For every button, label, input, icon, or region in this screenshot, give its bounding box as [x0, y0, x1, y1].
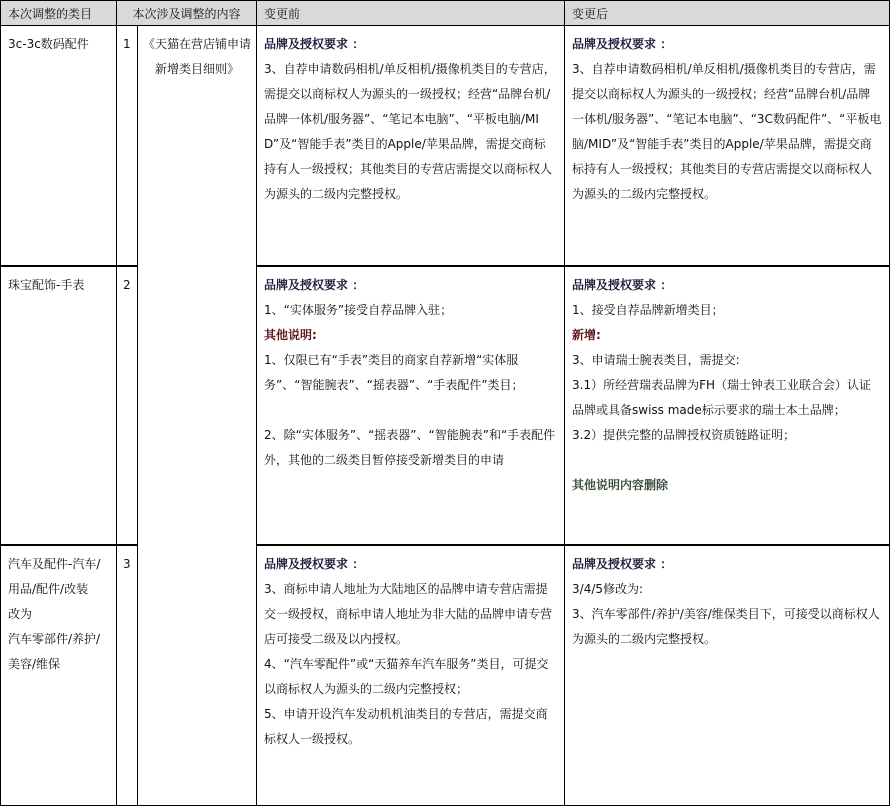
header-content: 本次涉及调整的内容 [117, 1, 257, 26]
header-after: 变更后 [565, 1, 890, 26]
paragraph: 3.2）提供完整的品牌授权资质链路证明； [572, 428, 796, 442]
paragraph: 3、自荐申请数码相机/单反相机/摄像机类目的专营店，需提交以商标权人为源头的一级授权；经营“品牌台机/品牌一体机/服务器”、“笔记本电脑”、“3C数码配件”、“平板电脑/MID”及“智能手表”类目的Apple/苹果品牌，需提交商标持有人一级授权；其他类目的专营店需提交以商标权人为源头的二级内完整授权。 [572, 62, 882, 201]
section-heading: 品牌及授权要求 ： [264, 557, 365, 571]
category-cell: 3c-3c数码配件 [1, 26, 117, 267]
category-line: 汽车零部件/养护/美容/维保 [8, 632, 101, 671]
before-cell [257, 266, 565, 545]
paragraph: 3、汽车零部件/养护/美容/维保类目下，可接受以商标权人为源头的二级内完整授权。 [572, 607, 880, 646]
header-category: 本次调整的类目 [1, 1, 117, 26]
section-heading: 品牌及授权要求 ： [572, 557, 673, 571]
after-cell [565, 26, 890, 267]
section-heading: 品牌及授权要求 ： [572, 278, 673, 292]
table-row [1, 266, 890, 545]
paragraph: 3、申请瑞士腕表类目，需提交: [572, 353, 740, 367]
paragraph: 4、“汽车零配件”或“天猫养车汽车服务”类目，可提交以商标权人为源头的二级内完整授权； [264, 657, 549, 696]
after-cell [565, 266, 890, 545]
category-line: 汽车及配件-汽车/用品/配件/改装 [8, 557, 101, 596]
paragraph: 3、自荐申请数码相机/单反相机/摄像机类目的专营店，需提交以商标权人为源头的一级授权；经营“品牌台机/品牌一体机/服务器”、“笔记本电脑”、“平板电脑/MID”及“智能手表”类目的Apple/苹果品牌，需提交商标持有人一级授权；其他类目的专营店需提交以商标权人为源头的二级内完整授权。 [264, 62, 556, 201]
paragraph: 1、接受自荐品牌新增类目； [572, 303, 724, 317]
table-row [1, 545, 890, 806]
section-heading: 品牌及授权要求 ： [264, 278, 365, 292]
row-number: 2 [117, 266, 138, 545]
paragraph: 3.1）所经营瑞表品牌为FH（瑞士钟表工业联合会）认证品牌或具备swiss made标示要求的瑞士本土品牌； [572, 378, 872, 417]
row-number: 3 [117, 545, 138, 806]
paragraph: 1、仅限已有“手表”类目的商家自荐新增“实体服务”、“智能腕表”、“摇表器”、“手表配件”类目； [264, 353, 524, 392]
paragraph: 3/4/5修改为: [572, 582, 644, 596]
paragraph: 5、申请开设汽车发动机机油类目的专营店，需提交商标权人一级授权。 [264, 707, 548, 746]
header-before: 变更前 [257, 1, 565, 26]
section-heading: 品牌及授权要求 ： [572, 37, 673, 51]
after-cell [565, 545, 890, 806]
document-title: 《天猫在营店铺申请新增类目细则》 [138, 26, 257, 806]
section-heading: 品牌及授权要求 ： [264, 37, 365, 51]
category-line: 改为 [8, 607, 33, 621]
before-cell [257, 26, 565, 267]
row-number: 1 [117, 26, 138, 267]
category-cell [1, 545, 117, 806]
table-row [1, 26, 890, 267]
paragraph: 3、商标申请人地址为大陆地区的品牌申请专营店需提交一级授权，商标申请人地址为非大陆的品牌申请专营店可接受二级及以内授权。 [264, 582, 553, 646]
category-cell: 珠宝配饰-手表 [1, 266, 117, 545]
paragraph: 1、“实体服务”接受自荐品牌入驻； [264, 303, 453, 317]
paragraph: 2、除“实体服务”、“摇表器”、“智能腕表”和“手表配件外，其他的二级类目暂停接受新增类目的申请 [264, 428, 556, 467]
other-notes-heading: 其他说明: [264, 328, 317, 342]
before-cell [257, 545, 565, 806]
header-row [1, 1, 890, 26]
new-heading: 新增: [572, 328, 601, 342]
removed-note: 其他说明内容删除 [572, 478, 669, 492]
